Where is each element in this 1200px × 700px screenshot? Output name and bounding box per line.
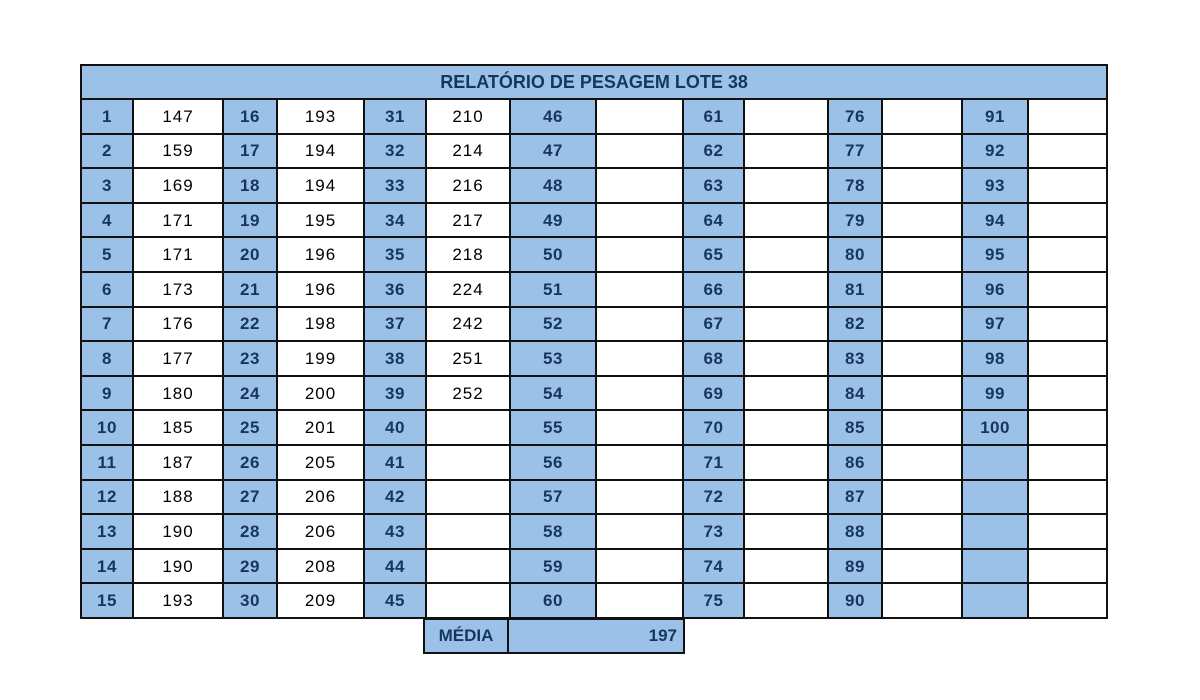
- weight-cell: 209: [277, 583, 364, 618]
- weight-cell: 214: [426, 134, 510, 169]
- animal-number-cell: 17: [223, 134, 277, 169]
- animal-number-cell: 28: [223, 514, 277, 549]
- weight-cell: [1028, 272, 1107, 307]
- table-row: [81, 307, 1107, 342]
- report-body: [81, 99, 1107, 618]
- animal-number-cell: 50: [510, 237, 596, 272]
- average-label: MÉDIA: [424, 619, 508, 653]
- animal-number-cell: 19: [223, 203, 277, 238]
- animal-number-cell: 57: [510, 480, 596, 515]
- animal-number-cell: 40: [364, 410, 426, 445]
- animal-number-cell: 43: [364, 514, 426, 549]
- animal-number-cell: 33: [364, 168, 426, 203]
- weight-cell: [744, 307, 828, 342]
- weight-cell: [882, 480, 962, 515]
- weight-cell: 199: [277, 341, 364, 376]
- weight-cell: [596, 237, 683, 272]
- animal-number-cell: 30: [223, 583, 277, 618]
- weight-cell: [426, 514, 510, 549]
- animal-number-cell: 87: [828, 480, 882, 515]
- animal-number-cell: 78: [828, 168, 882, 203]
- weight-cell: 147: [133, 99, 223, 134]
- weight-cell: 218: [426, 237, 510, 272]
- animal-number-cell: 23: [223, 341, 277, 376]
- weight-cell: [596, 445, 683, 480]
- animal-number-cell: 85: [828, 410, 882, 445]
- average-value: 197: [508, 619, 684, 653]
- weight-cell: 242: [426, 307, 510, 342]
- weight-cell: 196: [277, 237, 364, 272]
- animal-number-cell: 66: [683, 272, 744, 307]
- animal-number-cell: 51: [510, 272, 596, 307]
- weight-cell: [1028, 341, 1107, 376]
- animal-number-cell: 100: [962, 410, 1028, 445]
- weight-cell: [1028, 514, 1107, 549]
- report-title: RELATÓRIO DE PESAGEM LOTE 38: [81, 65, 1107, 99]
- weight-cell: 217: [426, 203, 510, 238]
- animal-number-cell: 90: [828, 583, 882, 618]
- weight-cell: 169: [133, 168, 223, 203]
- weight-cell: 190: [133, 514, 223, 549]
- weight-cell: 193: [133, 583, 223, 618]
- animal-number-cell: 10: [81, 410, 133, 445]
- weight-cell: [596, 203, 683, 238]
- weight-cell: [596, 272, 683, 307]
- weight-cell: [1028, 376, 1107, 411]
- table-row: [81, 480, 1107, 515]
- weight-cell: 173: [133, 272, 223, 307]
- weight-cell: [744, 376, 828, 411]
- table-row: [81, 237, 1107, 272]
- weight-cell: [596, 134, 683, 169]
- weight-cell: [596, 480, 683, 515]
- weight-cell: [426, 410, 510, 445]
- animal-number-cell: 89: [828, 549, 882, 584]
- animal-number-cell: 16: [223, 99, 277, 134]
- weight-cell: 194: [277, 134, 364, 169]
- animal-number-cell: 70: [683, 410, 744, 445]
- table-row: [81, 134, 1107, 169]
- animal-number-cell: [962, 480, 1028, 515]
- weighing-report-table: [80, 64, 1108, 619]
- animal-number-cell: 52: [510, 307, 596, 342]
- animal-number-cell: 37: [364, 307, 426, 342]
- animal-number-cell: 4: [81, 203, 133, 238]
- animal-number-cell: 83: [828, 341, 882, 376]
- weight-cell: 206: [277, 480, 364, 515]
- weight-cell: [744, 168, 828, 203]
- weight-cell: [426, 445, 510, 480]
- animal-number-cell: 32: [364, 134, 426, 169]
- weight-cell: 201: [277, 410, 364, 445]
- weight-cell: [1028, 410, 1107, 445]
- animal-number-cell: 88: [828, 514, 882, 549]
- animal-number-cell: 84: [828, 376, 882, 411]
- animal-number-cell: 92: [962, 134, 1028, 169]
- weight-cell: 205: [277, 445, 364, 480]
- animal-number-cell: 47: [510, 134, 596, 169]
- weight-cell: 252: [426, 376, 510, 411]
- weight-cell: 185: [133, 410, 223, 445]
- weight-cell: [744, 480, 828, 515]
- animal-number-cell: 29: [223, 549, 277, 584]
- table-row: [81, 445, 1107, 480]
- weight-cell: 195: [277, 203, 364, 238]
- animal-number-cell: 53: [510, 341, 596, 376]
- animal-number-cell: 5: [81, 237, 133, 272]
- animal-number-cell: 18: [223, 168, 277, 203]
- weight-cell: [596, 99, 683, 134]
- weight-cell: [596, 549, 683, 584]
- animal-number-cell: 63: [683, 168, 744, 203]
- animal-number-cell: 42: [364, 480, 426, 515]
- weight-cell: 196: [277, 272, 364, 307]
- weight-cell: 176: [133, 307, 223, 342]
- weight-cell: [1028, 583, 1107, 618]
- animal-number-cell: 27: [223, 480, 277, 515]
- weight-cell: [882, 445, 962, 480]
- weight-cell: [1028, 203, 1107, 238]
- weight-cell: [882, 203, 962, 238]
- weight-cell: [882, 583, 962, 618]
- animal-number-cell: 67: [683, 307, 744, 342]
- weight-cell: 200: [277, 376, 364, 411]
- animal-number-cell: 31: [364, 99, 426, 134]
- weight-cell: 171: [133, 237, 223, 272]
- weight-cell: [426, 549, 510, 584]
- table-row: [81, 99, 1107, 134]
- weight-cell: [744, 272, 828, 307]
- animal-number-cell: 36: [364, 272, 426, 307]
- weight-cell: [1028, 168, 1107, 203]
- weight-cell: 180: [133, 376, 223, 411]
- weight-cell: [882, 168, 962, 203]
- animal-number-cell: 95: [962, 237, 1028, 272]
- table-row: [81, 376, 1107, 411]
- animal-number-cell: 3: [81, 168, 133, 203]
- weight-cell: [596, 376, 683, 411]
- weight-cell: [882, 514, 962, 549]
- animal-number-cell: 49: [510, 203, 596, 238]
- animal-number-cell: [962, 445, 1028, 480]
- average-row: [424, 619, 684, 653]
- animal-number-cell: 77: [828, 134, 882, 169]
- table-row: [81, 549, 1107, 584]
- weight-cell: 187: [133, 445, 223, 480]
- animal-number-cell: 64: [683, 203, 744, 238]
- animal-number-cell: 69: [683, 376, 744, 411]
- weight-cell: [1028, 134, 1107, 169]
- animal-number-cell: 46: [510, 99, 596, 134]
- animal-number-cell: 7: [81, 307, 133, 342]
- weight-cell: 171: [133, 203, 223, 238]
- table-row: [81, 168, 1107, 203]
- animal-number-cell: 86: [828, 445, 882, 480]
- animal-number-cell: 91: [962, 99, 1028, 134]
- animal-number-cell: 65: [683, 237, 744, 272]
- weight-cell: [1028, 99, 1107, 134]
- weight-cell: 251: [426, 341, 510, 376]
- animal-number-cell: 44: [364, 549, 426, 584]
- animal-number-cell: 25: [223, 410, 277, 445]
- animal-number-cell: 1: [81, 99, 133, 134]
- animal-number-cell: 81: [828, 272, 882, 307]
- weight-cell: [1028, 307, 1107, 342]
- weight-cell: [882, 341, 962, 376]
- animal-number-cell: 96: [962, 272, 1028, 307]
- weight-cell: [744, 445, 828, 480]
- animal-number-cell: 60: [510, 583, 596, 618]
- animal-number-cell: 97: [962, 307, 1028, 342]
- weight-cell: 198: [277, 307, 364, 342]
- animal-number-cell: [962, 514, 1028, 549]
- weight-cell: 177: [133, 341, 223, 376]
- weight-cell: 206: [277, 514, 364, 549]
- table-row: [81, 341, 1107, 376]
- animal-number-cell: 74: [683, 549, 744, 584]
- animal-number-cell: 41: [364, 445, 426, 480]
- weight-cell: [882, 410, 962, 445]
- average-table: [423, 618, 685, 654]
- weight-cell: [744, 514, 828, 549]
- animal-number-cell: 13: [81, 514, 133, 549]
- weight-cell: 216: [426, 168, 510, 203]
- animal-number-cell: 75: [683, 583, 744, 618]
- weight-cell: [596, 514, 683, 549]
- animal-number-cell: 55: [510, 410, 596, 445]
- animal-number-cell: 59: [510, 549, 596, 584]
- animal-number-cell: 45: [364, 583, 426, 618]
- table-row: [81, 272, 1107, 307]
- weight-cell: [882, 307, 962, 342]
- animal-number-cell: 21: [223, 272, 277, 307]
- table-row: [81, 203, 1107, 238]
- weight-cell: 159: [133, 134, 223, 169]
- weight-cell: [426, 480, 510, 515]
- animal-number-cell: 34: [364, 203, 426, 238]
- animal-number-cell: 12: [81, 480, 133, 515]
- animal-number-cell: 35: [364, 237, 426, 272]
- weight-cell: [1028, 549, 1107, 584]
- weight-cell: [1028, 480, 1107, 515]
- weight-cell: [882, 376, 962, 411]
- weight-cell: [596, 410, 683, 445]
- weight-cell: [744, 99, 828, 134]
- animal-number-cell: 9: [81, 376, 133, 411]
- animal-number-cell: 82: [828, 307, 882, 342]
- weight-cell: [744, 134, 828, 169]
- weight-cell: [882, 549, 962, 584]
- weight-cell: [882, 237, 962, 272]
- weight-cell: [1028, 445, 1107, 480]
- weight-cell: 188: [133, 480, 223, 515]
- table-row: [81, 514, 1107, 549]
- weight-cell: 194: [277, 168, 364, 203]
- animal-number-cell: 62: [683, 134, 744, 169]
- weight-cell: [744, 410, 828, 445]
- weight-cell: [744, 341, 828, 376]
- animal-number-cell: 93: [962, 168, 1028, 203]
- animal-number-cell: [962, 549, 1028, 584]
- animal-number-cell: 79: [828, 203, 882, 238]
- weight-cell: 210: [426, 99, 510, 134]
- weight-cell: [1028, 237, 1107, 272]
- animal-number-cell: [962, 583, 1028, 618]
- animal-number-cell: 22: [223, 307, 277, 342]
- weight-cell: [882, 99, 962, 134]
- weight-cell: [596, 583, 683, 618]
- weight-cell: [882, 134, 962, 169]
- animal-number-cell: 6: [81, 272, 133, 307]
- weight-cell: [596, 341, 683, 376]
- animal-number-cell: 72: [683, 480, 744, 515]
- animal-number-cell: 58: [510, 514, 596, 549]
- animal-number-cell: 11: [81, 445, 133, 480]
- table-row: [81, 410, 1107, 445]
- animal-number-cell: 80: [828, 237, 882, 272]
- animal-number-cell: 73: [683, 514, 744, 549]
- animal-number-cell: 26: [223, 445, 277, 480]
- weight-cell: 190: [133, 549, 223, 584]
- animal-number-cell: 39: [364, 376, 426, 411]
- animal-number-cell: 94: [962, 203, 1028, 238]
- weight-cell: [596, 307, 683, 342]
- animal-number-cell: 61: [683, 99, 744, 134]
- animal-number-cell: 8: [81, 341, 133, 376]
- animal-number-cell: 24: [223, 376, 277, 411]
- weight-cell: 193: [277, 99, 364, 134]
- weight-cell: [426, 583, 510, 618]
- animal-number-cell: 38: [364, 341, 426, 376]
- animal-number-cell: 99: [962, 376, 1028, 411]
- weight-cell: [744, 237, 828, 272]
- animal-number-cell: 71: [683, 445, 744, 480]
- weight-cell: [744, 583, 828, 618]
- animal-number-cell: 98: [962, 341, 1028, 376]
- animal-number-cell: 15: [81, 583, 133, 618]
- animal-number-cell: 54: [510, 376, 596, 411]
- weight-cell: 224: [426, 272, 510, 307]
- animal-number-cell: 68: [683, 341, 744, 376]
- animal-number-cell: 56: [510, 445, 596, 480]
- animal-number-cell: 2: [81, 134, 133, 169]
- animal-number-cell: 48: [510, 168, 596, 203]
- weight-cell: [596, 168, 683, 203]
- animal-number-cell: 76: [828, 99, 882, 134]
- weight-cell: [744, 203, 828, 238]
- weight-cell: 208: [277, 549, 364, 584]
- weight-cell: [882, 272, 962, 307]
- table-row: [81, 583, 1107, 618]
- animal-number-cell: 14: [81, 549, 133, 584]
- weight-cell: [744, 549, 828, 584]
- animal-number-cell: 20: [223, 237, 277, 272]
